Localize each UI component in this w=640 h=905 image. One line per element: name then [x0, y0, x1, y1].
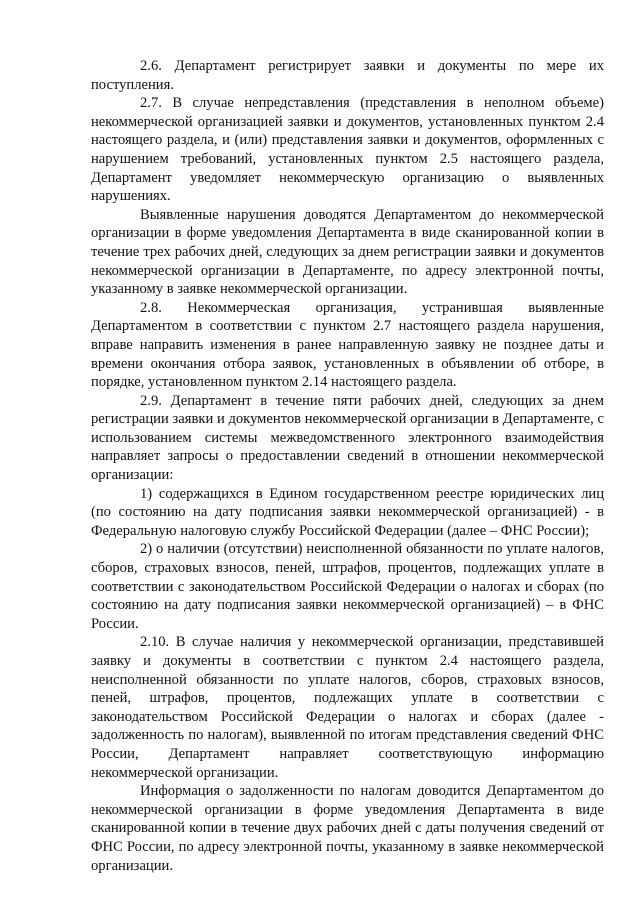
paragraph-2-9: 2.9. Департамент в течение пяти рабочих дней, следующих за днем регистрации заявки и документов некоммерческой организации в Департаменте, с использованием системы межведомственного электронного взаимодействия направляет запросы о предоставлении сведений в отношении некоммерческой организации:: [91, 392, 604, 484]
paragraph-2-9-item-2: 2) о наличии (отсутствии) неисполненной обязанности по уплате налогов, сборов, страховых взносов, пеней, штрафов, процентов, подлежащих уплате в соответствии с законодательством Российской Федерации о налогах и сборах (по состоянию на дату подписания заявки некоммерческой организацией) – в ФНС России.: [91, 541, 604, 632]
paragraph-2-10-notice: Информация о задолженности по налогам доводится Департаментом до некоммерческой организации в форме уведомления Департамента в виде сканированной копии в течение двух рабочих дней с даты получения сведений от ФНС России, по адресу электронной почты, указанному в заявке некоммерческой организации.: [91, 783, 604, 874]
paragraph-2-6: 2.6. Департамент регистрирует заявки и документы по мере их поступления.: [91, 58, 604, 93]
document-body: [91, 57, 604, 875]
paragraph-2-10: 2.10. В случае наличия у некоммерческой организации, представившей заявку и документы в соответствии с пунктом 2.4 настоящего раздела, неисполненной обязанности по уплате налогов, сборов, страховых взносов, пеней, штрафов, процентов, подлежащих уплате в соответствии с законодательством Российской Федерации о налогах и сборах (далее - задолженность по налогам), выявленной по итогам представления сведений ФНС России, Департамент направляет соответствующую информацию некоммерческой организации.: [91, 634, 604, 781]
paragraph-2-8: 2.8. Некоммерческая организация, устранившая выявленные Департаментом в соответствии с пунктом 2.7 настоящего раздела нарушения, вправе направить изменения в ранее направленную заявку не позднее даты и времени окончания отбора заявок, установленных в объявлении об отборе, в порядке, установленном пунктом 2.14 настоящего раздела.: [91, 299, 604, 391]
paragraph-2-7-notice: Выявленные нарушения доводятся Департаментом до некоммерческой организации в форме уведомления Департамента в виде сканированной копии в течение трех рабочих дней, следующих за днем регистрации заявки и документов некоммерческой организации в Департаменте, по адресу электронной почты, указанному в заявке некоммерческой организации.: [91, 206, 604, 298]
paragraph-2-7: 2.7. В случае непредставления (представления в неполном объеме) некоммерческой организацией заявки и документов, установленных пунктом 2.4 настоящего раздела, и (или) представления заявки и документов, оформленных с нарушением требований, установленных пунктом 2.5 настоящего раздела, Департамент уведомляет некоммерческую организацию о выявленных нарушениях.: [91, 95, 604, 205]
paragraph-2-9-item-1: 1) содержащихся в Едином государственном реестре юридических лиц (по состоянию на дату подписания заявки некоммерческой организацией) - в Федеральную налоговую службу Российской Федерации (далее – ФНС России);: [91, 485, 604, 539]
